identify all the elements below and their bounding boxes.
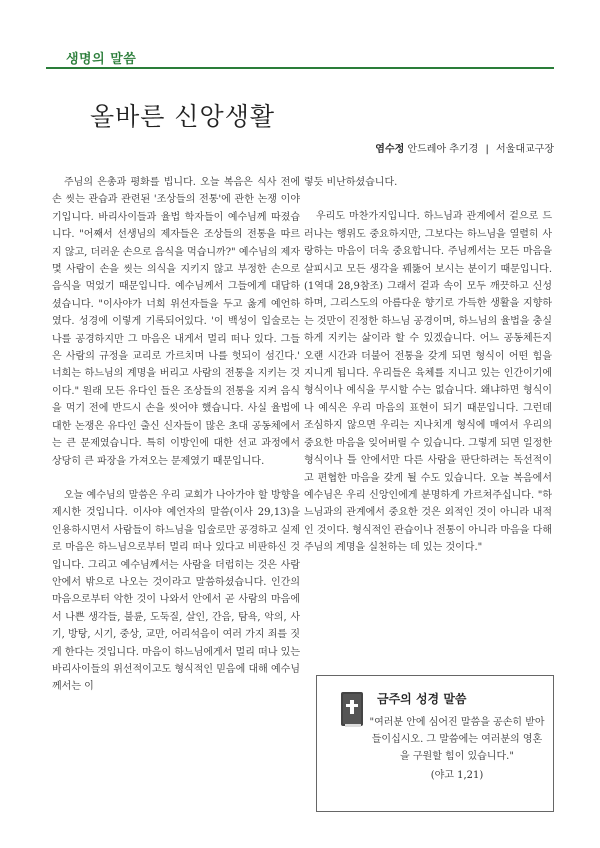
- article-paragraph: 렇듯 비난하셨습니다.: [304, 177, 398, 188]
- author-organization: 서울대교구장: [496, 144, 554, 155]
- bible-icon: [337, 690, 367, 730]
- weekly-verse-box: [316, 675, 554, 812]
- author-name: 염수정: [375, 144, 405, 155]
- article-left-column: [52, 174, 300, 713]
- article-right-column: [304, 174, 552, 574]
- page-title: 올바른 신앙생활: [90, 102, 275, 131]
- verse-text: "여러분 안에 심어진 말씀을 공손히 받아들이십시오. 그 말씀에는 여러분의 영혼을 구원할 힘이 있습니다.": [369, 717, 545, 762]
- byline: [375, 140, 554, 155]
- verse-quote: [369, 714, 545, 784]
- byline-separator: |: [485, 144, 489, 155]
- verse-box-title: 금주의 성경 말씀: [377, 692, 467, 706]
- header-divider: [46, 67, 554, 69]
- author-role: 안드레아 추기경: [407, 144, 479, 155]
- article-paragraph: 우리도 마찬가지입니다. 하느님과 관계에서 겉으로 드러나는 행위도 중요하지만, 그보다는 하느님을 열렬히 사랑하는 마음이 더욱 중요합니다. 주님께서는 모든 마음을 살피시고 모든 생각을 꿰뚫어 보시는 분이기 때문입니다.(1역대 28,9참조) 그래서 겉과 속이 모두 깨끗하고 신성하며, 그리스도의 아름다운 향기로 가득한 생활을 지향하는 것만이 진정한 하느님 공경이며, 하느님의 율법을 충실하게 지키는 삶이라 할 수 있겠습니다. 어느 공동체든지 오랜 시간과 더불어 전통을 갖게 되면 형식이 어떤 힘을 지니게 됩니다. 우리들은 육체를 지니고 있는 인간이기에 형식이나 예식을 무시할 수는 없습니다. 왜냐하면 형식이나 예식은 우리 마음의 표현이 되기 때문입니다. 그런데 조심하지 않으면 우리는 지나치게 형식에 매여서 우리의 중요한 마음을 잊어버릴 수 있습니다. 그렇게 되면 일정한 형식이나 틀 안에서만 다른 사람을 판단하려는 독선적이고 편협한 마음을 갖게 될 수도 있습니다. 오늘 복음에서 예수님은 우리 신앙인에게 분명하게 가르쳐주십니다. "하느님과의 관계에서 중요한 것은 외적인 것이 아니라 내적인 것이다. 형식적인 관습이나 전통이 아니라 마음을 다해 주님의 계명을 실천하는 데 있는 것이다.": [304, 211, 552, 554]
- article-paragraph: 주님의 은총과 평화를 빕니다. 오늘 복음은 식사 전에 손 씻는 관습과 관련된 '조상들의 전통'에 관한 논쟁 이야기입니다. 바리사이들과 율법 학자들이 예수님께 따졌습니다. "어째서 선생님의 제자들은 조상들의 전통을 따르지 않고, 더러운 손으로 음식을 먹습니까?" 예수님의 제자 몇 사람이 손을 씻는 의식을 지키지 않고 부정한 손으로 음식을 먹었기 때문입니다. 예수님께서 그들에게 대답하셨습니다. "이사야가 너희 위선자들을 두고 옳게 예언하였다. 성경에 이렇게 기록되어있다. '이 백성이 입술로는 나를 공경하지만 그 마음은 내게서 멀리 떠나 있다. 그들은 사람의 규정을 교리로 가르치며 나를 헛되이 섬긴다.' 너희는 하느님의 계명을 버리고 사람의 전통을 지키는 것이다." 원래 모든 유다인 들은 조상들의 전통을 지켜 음식을 먹기 전에 반드시 손을 씻어야 했습니다. 사실 율법에 대한 논쟁은 유다인 출신 신자들이 많은 초대 공동체에서는 큰 문제였습니다. 특히 이방인에 대한 선교 과정에서 상당히 큰 파장을 가져오는 문제였기 때문입니다.: [52, 177, 300, 467]
- section-label: 생명의 말씀: [66, 52, 137, 67]
- article-paragraph: 오늘 예수님의 말씀은 우리 교회가 나아가야 할 방향을 제시한 것입니다. 이사야 예언자의 말씀(이사 29,13)을 인용하시면서 사람들이 하느님을 입술로만 공경하고 실제로 마음은 하느님으로부터 멀리 떠나 있다고 비판하신 것입니다. 그리고 예수님께서는 사람을 더럽히는 것은 사람 안에서 밖으로 나오는 것이라고 말씀하셨습니다. 인간의 마음으로부터 악한 것이 나와서 안에서 곧 사람의 마음에서 나쁜 생각들, 불륜, 도둑질, 살인, 간음, 탐욕, 악의, 사기, 방탕, 시기, 중상, 교만, 어리석음이 여러 가지 죄를 짓게 한다는 것입니다. 마음이 하느님에게서 멀리 떠나 있는 바리사이들의 위선적이고도 형식적인 믿음에 대해 예수님께서는 이: [52, 489, 300, 693]
- verse-reference: (야고 1,21): [430, 770, 484, 781]
